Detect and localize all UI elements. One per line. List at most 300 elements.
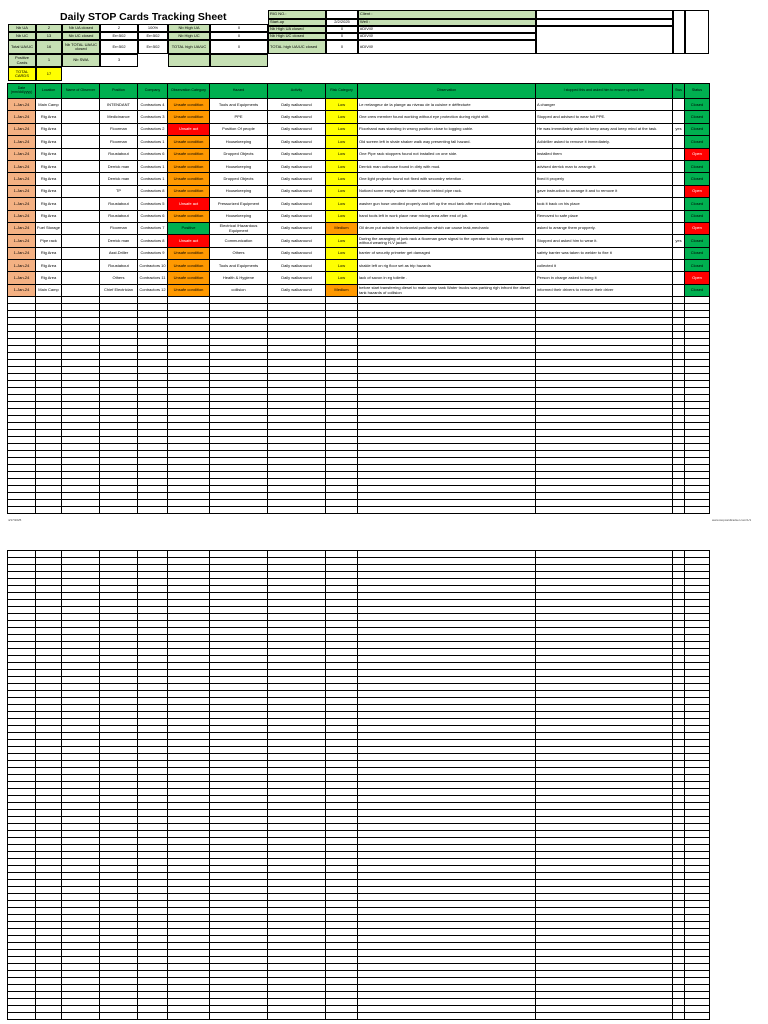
table-row[interactable] — [8, 99, 710, 111]
empty-cell — [62, 297, 100, 304]
rig-extra-5 — [685, 10, 709, 54]
empty-cell — [268, 304, 326, 311]
empty-cell — [536, 325, 673, 332]
empty-cell — [62, 593, 100, 600]
rig-extra-4 — [673, 10, 685, 54]
empty-cell — [138, 437, 168, 444]
empty-cell — [685, 395, 710, 402]
empty-cell — [326, 1006, 358, 1013]
empty-cell — [8, 747, 36, 754]
empty-cell — [138, 712, 168, 719]
column-header: Date (mm/dd/yyyy) — [8, 84, 36, 99]
empty-cell — [536, 964, 673, 971]
empty-cell — [62, 831, 100, 838]
empty-cell — [100, 866, 138, 873]
empty-cell — [62, 649, 100, 656]
observer-cell — [62, 235, 100, 247]
empty-cell — [8, 901, 36, 908]
empty-cell — [673, 663, 685, 670]
hazard-cell: Pressurized Equipment — [210, 198, 268, 210]
empty-cell — [36, 388, 62, 395]
empty-cell — [685, 964, 710, 971]
empty-cell — [673, 600, 685, 607]
empty-row — [8, 325, 710, 332]
empty-cell — [138, 318, 168, 325]
empty-cell — [268, 978, 326, 985]
empty-cell — [138, 677, 168, 684]
empty-cell — [62, 992, 100, 999]
empty-cell — [326, 507, 358, 514]
activity-cell: Daily walkaround — [268, 160, 326, 172]
empty-cell — [36, 395, 62, 402]
empty-cell — [358, 733, 536, 740]
empty-cell — [62, 332, 100, 339]
status-cell: Closed — [685, 284, 710, 296]
empty-cell — [36, 649, 62, 656]
empty-cell — [268, 894, 326, 901]
empty-cell — [62, 507, 100, 514]
empty-cell — [36, 325, 62, 332]
status-cell: Closed — [685, 260, 710, 272]
table-row[interactable] — [8, 148, 710, 160]
empty-cell — [100, 600, 138, 607]
empty-cell — [100, 558, 138, 565]
table-row[interactable] — [8, 173, 710, 185]
empty-cell — [100, 572, 138, 579]
empty-cell — [62, 409, 100, 416]
date-cell: 1-Jan-24 — [8, 136, 36, 148]
empty-cell — [673, 465, 685, 472]
nb-high-ua-value: 0 — [210, 24, 268, 32]
empty-cell — [673, 635, 685, 642]
empty-cell — [36, 775, 62, 782]
empty-cell — [168, 824, 210, 831]
empty-cell — [210, 500, 268, 507]
table-row[interactable] — [8, 111, 710, 123]
empty-cell — [358, 789, 536, 796]
empty-row — [8, 663, 710, 670]
empty-cell — [326, 423, 358, 430]
empty-cell — [326, 628, 358, 635]
empty-cell — [36, 915, 62, 922]
table-row[interactable] — [8, 198, 710, 210]
empty-cell — [210, 880, 268, 887]
table-row[interactable] — [8, 123, 710, 135]
empty-cell — [358, 388, 536, 395]
empty-cell — [326, 551, 358, 558]
empty-cell — [673, 887, 685, 894]
empty-cell — [210, 677, 268, 684]
empty-cell — [36, 859, 62, 866]
empty-cell — [673, 859, 685, 866]
empty-cell — [673, 472, 685, 479]
empty-cell — [36, 628, 62, 635]
empty-cell — [62, 311, 100, 318]
empty-cell — [326, 936, 358, 943]
empty-cell — [62, 929, 100, 936]
table-row[interactable] — [8, 185, 710, 197]
empty-cell — [268, 486, 326, 493]
company-cell: Contractors 6 — [138, 210, 168, 222]
empty-cell — [62, 733, 100, 740]
empty-cell — [685, 824, 710, 831]
high-ua-closed-value: 0 — [326, 26, 358, 33]
nb-high-ua-label: Nb High UA — [168, 24, 210, 32]
empty-cell — [168, 887, 210, 894]
empty-cell — [536, 465, 673, 472]
empty-cell — [685, 600, 710, 607]
location-cell: Main Camp — [36, 99, 62, 111]
empty-cell — [168, 740, 210, 747]
empty-cell — [138, 936, 168, 943]
empty-cell — [168, 656, 210, 663]
empty-cell — [168, 845, 210, 852]
empty-cell — [8, 472, 36, 479]
empty-cell — [358, 747, 536, 754]
empty-row — [8, 859, 710, 866]
empty-cell — [210, 472, 268, 479]
empty-cell — [685, 866, 710, 873]
empty-cell — [8, 325, 36, 332]
empty-row — [8, 719, 710, 726]
empty-cell — [62, 873, 100, 880]
empty-cell — [168, 430, 210, 437]
empty-cell — [326, 486, 358, 493]
action-cell: advised derrick man to arrange it. — [536, 160, 673, 172]
empty-cell — [536, 845, 673, 852]
nb-ua-value: 2 — [36, 24, 62, 32]
empty-cell — [62, 810, 100, 817]
empty-cell — [210, 873, 268, 880]
empty-cell — [536, 572, 673, 579]
empty-cell — [536, 922, 673, 929]
empty-cell — [8, 586, 36, 593]
risk-cell: Low — [326, 260, 358, 272]
company-cell: Contractors 1 — [138, 160, 168, 172]
nb-uc-closed-pct: Err:502 — [138, 32, 168, 40]
empty-cell — [358, 712, 536, 719]
empty-cell — [138, 831, 168, 838]
empty-cell — [358, 600, 536, 607]
empty-cell — [268, 500, 326, 507]
sws-cell — [673, 148, 685, 160]
empty-cell — [210, 985, 268, 992]
empty-cell — [8, 479, 36, 486]
empty-cell — [268, 852, 326, 859]
empty-cell — [358, 423, 536, 430]
empty-cell — [8, 999, 36, 1006]
empty-cell — [8, 957, 36, 964]
empty-cell — [673, 579, 685, 586]
empty-cell — [358, 866, 536, 873]
empty-cell — [62, 339, 100, 346]
empty-cell — [100, 360, 138, 367]
empty-cell — [358, 971, 536, 978]
empty-cell — [62, 691, 100, 698]
empty-cell — [36, 479, 62, 486]
empty-cell — [536, 838, 673, 845]
empty-cell — [138, 656, 168, 663]
empty-cell — [168, 803, 210, 810]
location-cell: Rig Area — [36, 111, 62, 123]
empty-cell — [685, 957, 710, 964]
empty-cell — [62, 782, 100, 789]
empty-cell — [36, 684, 62, 691]
empty-cell — [685, 551, 710, 558]
empty-cell — [36, 565, 62, 572]
risk-cell: Low — [326, 235, 358, 247]
empty-cell — [100, 873, 138, 880]
category-cell: Unsafe condition — [168, 148, 210, 160]
empty-cell — [536, 880, 673, 887]
empty-cell — [268, 423, 326, 430]
empty-cell — [685, 430, 710, 437]
empty-row — [8, 367, 710, 374]
empty-cell — [358, 621, 536, 628]
empty-cell — [358, 635, 536, 642]
empty-cell — [8, 360, 36, 367]
empty-cell — [36, 430, 62, 437]
empty-cell — [8, 985, 36, 992]
empty-cell — [100, 670, 138, 677]
empty-cell — [138, 999, 168, 1006]
column-header: Sws — [673, 84, 685, 99]
empty-cell — [536, 768, 673, 775]
empty-cell — [673, 810, 685, 817]
empty-cell — [210, 761, 268, 768]
category-cell: Unsafe condition — [168, 185, 210, 197]
hazard-cell: Housekeeping — [210, 210, 268, 222]
empty-cell — [100, 649, 138, 656]
empty-cell — [168, 374, 210, 381]
empty-cell — [326, 465, 358, 472]
empty-cell — [168, 437, 210, 444]
empty-cell — [673, 500, 685, 507]
empty-cell — [36, 318, 62, 325]
activity-cell: Daily walkaround — [268, 272, 326, 284]
empty-cell — [36, 311, 62, 318]
empty-cell — [685, 493, 710, 500]
empty-cell — [8, 402, 36, 409]
empty-cell — [685, 971, 710, 978]
empty-cell — [138, 698, 168, 705]
empty-cell — [138, 374, 168, 381]
empty-cell — [100, 740, 138, 747]
empty-cell — [168, 579, 210, 586]
empty-cell — [536, 586, 673, 593]
empty-cell — [685, 859, 710, 866]
observer-cell — [62, 260, 100, 272]
empty-cell — [358, 838, 536, 845]
table-row[interactable] — [8, 210, 710, 222]
nb-uc-closed-value: Err:502 — [100, 32, 138, 40]
empty-cell — [62, 600, 100, 607]
empty-cell — [100, 733, 138, 740]
empty-cell — [168, 472, 210, 479]
empty-cell — [100, 992, 138, 999]
empty-cell — [8, 992, 36, 999]
empty-cell — [536, 894, 673, 901]
date-cell: 1-Jan-24 — [8, 185, 36, 197]
empty-cell — [100, 726, 138, 733]
empty-cell — [36, 297, 62, 304]
empty-cell — [210, 402, 268, 409]
risk-cell: Low — [326, 99, 358, 111]
empty-cell — [358, 325, 536, 332]
empty-cell — [62, 950, 100, 957]
nb-swa-value: 3 — [100, 54, 138, 67]
empty-cell — [36, 803, 62, 810]
action-cell: He was immediately asked to keep away and keep mind at the task. — [536, 123, 673, 135]
risk-cell: Low — [326, 185, 358, 197]
empty-cell — [100, 479, 138, 486]
empty-cell — [168, 754, 210, 761]
empty-cell — [210, 381, 268, 388]
empty-cell — [168, 304, 210, 311]
empty-cell — [326, 1013, 358, 1020]
date-cell: 1-Jan-24 — [8, 99, 36, 111]
empty-cell — [673, 649, 685, 656]
empty-cell — [268, 656, 326, 663]
category-cell: Unsafe condition — [168, 272, 210, 284]
empty-cell — [685, 845, 710, 852]
empty-row — [8, 586, 710, 593]
empty-cell — [62, 423, 100, 430]
empty-cell — [673, 367, 685, 374]
empty-cell — [62, 572, 100, 579]
empty-cell — [268, 803, 326, 810]
table-row[interactable] — [8, 136, 710, 148]
empty-cell — [62, 817, 100, 824]
table-row[interactable] — [8, 284, 710, 296]
company-cell: Contractors 5 — [138, 198, 168, 210]
table-row[interactable] — [8, 272, 710, 284]
empty-row — [8, 754, 710, 761]
empty-cell — [36, 824, 62, 831]
empty-row — [8, 726, 710, 733]
sws-cell — [673, 284, 685, 296]
empty-cell — [326, 726, 358, 733]
empty-row — [8, 740, 710, 747]
empty-cell — [100, 719, 138, 726]
empty-row — [8, 922, 710, 929]
nb-ua-label: Nb UA — [8, 24, 36, 32]
empty-cell — [268, 360, 326, 367]
empty-cell — [138, 957, 168, 964]
empty-cell — [268, 318, 326, 325]
empty-cell — [8, 451, 36, 458]
empty-cell — [210, 332, 268, 339]
empty-cell — [8, 817, 36, 824]
empty-cell — [673, 409, 685, 416]
empty-cell — [685, 656, 710, 663]
empty-cell — [210, 607, 268, 614]
nb-uc-closed-label: Nb UC closed — [62, 32, 100, 40]
activity-cell: Daily walkaround — [268, 260, 326, 272]
empty-cell — [268, 325, 326, 332]
empty-cell — [268, 817, 326, 824]
empty-cell — [685, 873, 710, 880]
empty-cell — [8, 297, 36, 304]
empty-row — [8, 451, 710, 458]
table-row[interactable] — [8, 235, 710, 247]
location-cell: Rig Area — [36, 148, 62, 160]
hazard-cell: Others — [210, 247, 268, 259]
empty-cell — [358, 437, 536, 444]
empty-cell — [62, 901, 100, 908]
empty-cell — [168, 423, 210, 430]
empty-row — [8, 500, 710, 507]
empty-cell — [268, 472, 326, 479]
empty-cell — [138, 572, 168, 579]
observation-cell: Oil drum put outside in horizontal position which car cause leak,mechanic — [358, 222, 536, 234]
empty-cell — [100, 409, 138, 416]
empty-cell — [36, 873, 62, 880]
empty-cell — [8, 908, 36, 915]
summary-blank-2 — [210, 54, 268, 67]
empty-cell — [210, 803, 268, 810]
empty-cell — [326, 437, 358, 444]
empty-cell — [100, 346, 138, 353]
table-row[interactable] — [8, 247, 710, 259]
empty-cell — [268, 607, 326, 614]
table-row[interactable] — [8, 260, 710, 272]
total-ua-uc-value: 16 — [36, 40, 62, 54]
empty-cell — [268, 402, 326, 409]
empty-cell — [36, 614, 62, 621]
empty-row — [8, 614, 710, 621]
empty-cell — [673, 908, 685, 915]
date-cell: 1-Jan-24 — [8, 210, 36, 222]
empty-cell — [210, 747, 268, 754]
table-row[interactable] — [8, 222, 710, 234]
empty-cell — [268, 733, 326, 740]
empty-cell — [36, 444, 62, 451]
empty-cell — [36, 621, 62, 628]
empty-cell — [685, 852, 710, 859]
empty-cell — [100, 565, 138, 572]
empty-cell — [210, 908, 268, 915]
empty-cell — [536, 600, 673, 607]
empty-cell — [536, 971, 673, 978]
empty-cell — [685, 607, 710, 614]
empty-cell — [268, 479, 326, 486]
empty-cell — [268, 621, 326, 628]
empty-cell — [210, 831, 268, 838]
location-cell: Rig Area — [36, 272, 62, 284]
empty-cell — [536, 551, 673, 558]
observation-cell: Le rrelangeur de la plange au niveau de la cuisine e déffectuée — [358, 99, 536, 111]
empty-cell — [358, 656, 536, 663]
empty-cell — [210, 409, 268, 416]
table-row[interactable] — [8, 160, 710, 172]
empty-cell — [358, 915, 536, 922]
empty-cell — [536, 451, 673, 458]
empty-cell — [8, 929, 36, 936]
sws-cell — [673, 160, 685, 172]
empty-cell — [673, 740, 685, 747]
empty-cell — [268, 493, 326, 500]
empty-row — [8, 339, 710, 346]
empty-row — [8, 684, 710, 691]
observation-cell: One light projector found not fixed with secondry retention . — [358, 173, 536, 185]
empty-cell — [685, 691, 710, 698]
empty-cell — [168, 318, 210, 325]
column-header: Position — [100, 84, 138, 99]
empty-cell — [168, 388, 210, 395]
empty-cell — [210, 600, 268, 607]
empty-cell — [358, 859, 536, 866]
